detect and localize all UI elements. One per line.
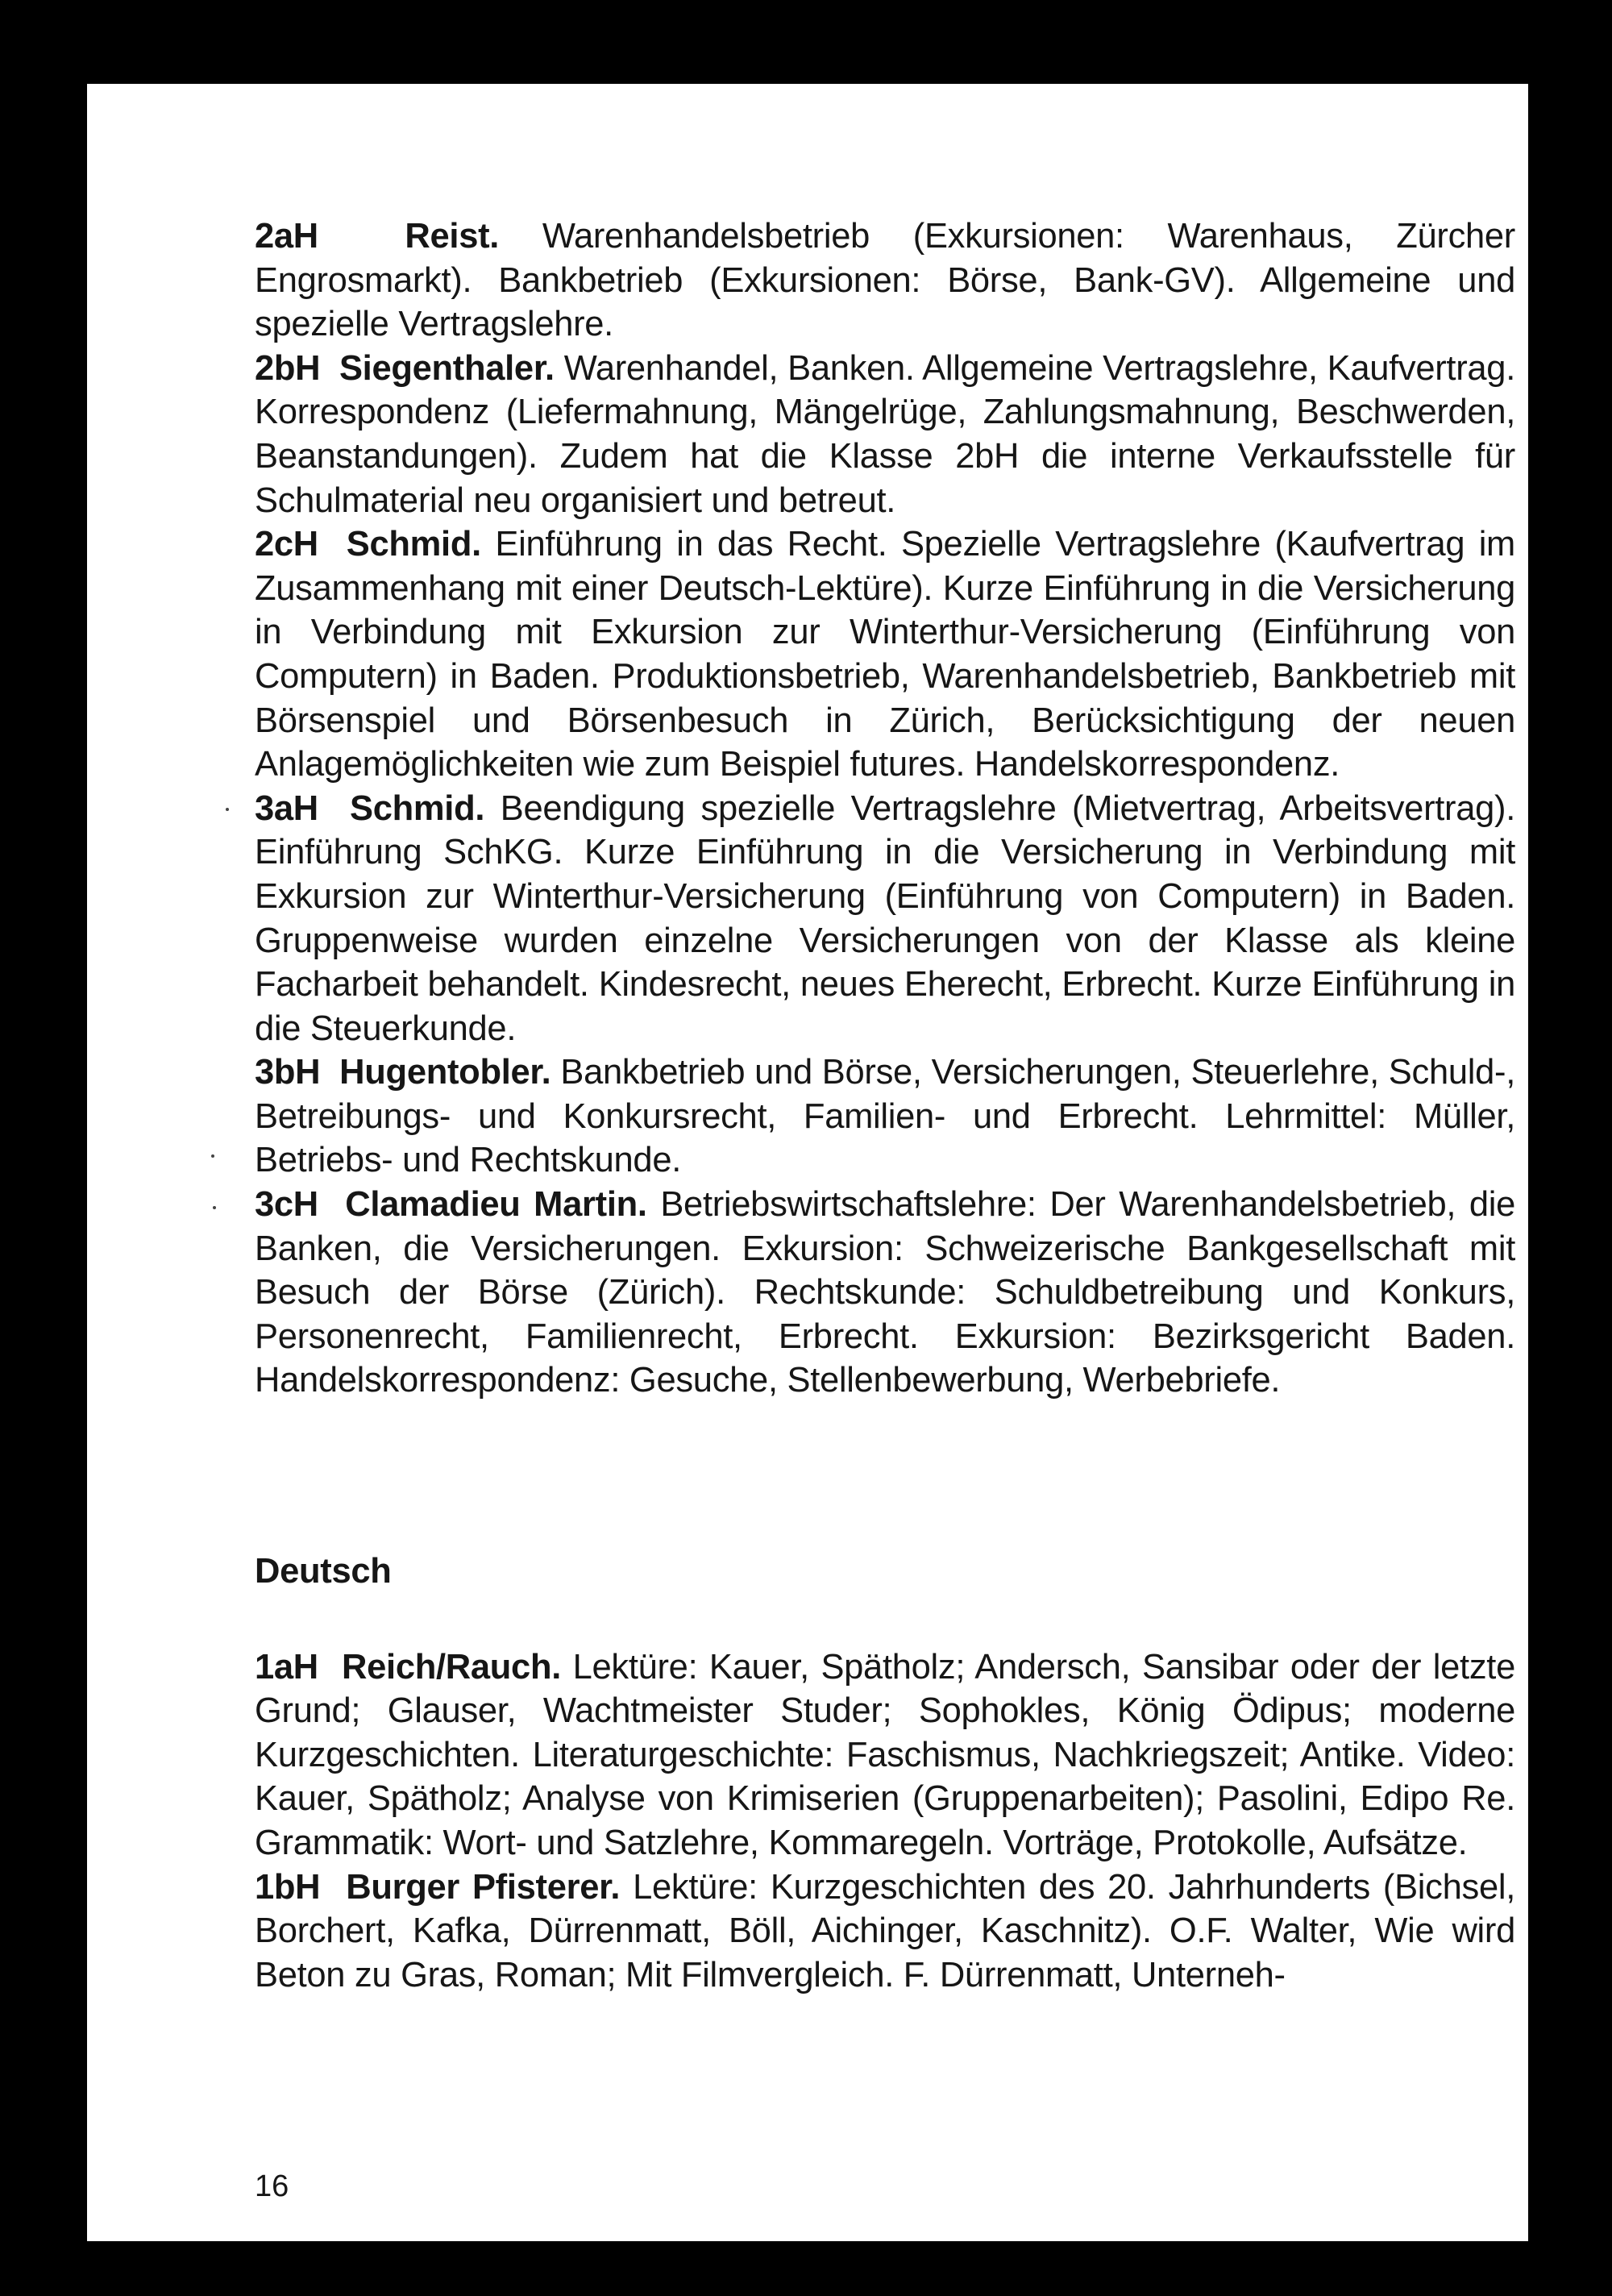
teacher-name: Schmid. xyxy=(346,525,481,564)
class-code: 2aH xyxy=(255,217,318,256)
class-entry-3bH xyxy=(255,1050,1515,1183)
class-entry-3aH xyxy=(255,787,1515,1051)
document-page xyxy=(87,84,1528,2241)
class-entry-1aH xyxy=(255,1645,1515,1866)
entry-text: Warenhandel, Banken. Allgemeine Vertragslehre, Kaufvertrag. Korrespondenz (Liefermahnung, Mängelrüge, Zahlungsmahnung, Beschwerden, Beanstandungen). Zudem hat die Klasse 2bH die interne Verkaufsstelle für Schulmaterial neu organisiert und betreut. xyxy=(255,348,1515,520)
teacher-name: Siegenthaler. xyxy=(339,348,555,388)
scan-speck xyxy=(226,808,229,811)
class-code: 1aH xyxy=(255,1647,318,1687)
page-number: 16 xyxy=(255,2169,289,2203)
class-entry-2cH xyxy=(255,522,1515,787)
section-deutsch xyxy=(255,1549,1515,1997)
entry-text: Warenhandelsbetrieb (Exkursionen: Warenhaus, Zürcher Engrosmarkt). Bankbetrieb (Exkursionen: Börse, Bank-GV). Allgemeine und spezielle Vertragslehre. xyxy=(255,217,1515,344)
teacher-name: Clamadieu Martin. xyxy=(345,1185,647,1225)
class-entry-2bH xyxy=(255,347,1515,522)
entry-text: Lektüre: Kurzgeschichten des 20. Jahrhunderts (Bichsel, Borchert, Kafka, Dürrenmatt, Böll, Aichinger, Kaschnitz). O.F. Walter, Wie wird Beton zu Gras, Roman; Mit Filmvergleich. F. Dürrenmatt, Unterneh- xyxy=(255,1867,1515,1994)
entry-text: Beendigung spezielle Vertragslehre (Mietvertrag, Arbeitsvertrag). Einführung SchKG. Kurze Einführung in die Versicherung in Verbindung mit Exkursion zur Winterthur-Versicherung (Einführung von Computern) in Baden. Gruppenweise wurden einzelne Versicherungen von der Klasse als kleine Facharbeit behandelt. Kindesrecht, neues Eherecht, Erbrecht. Kurze Einführung in die Steuerkunde. xyxy=(255,788,1515,1048)
section-body xyxy=(255,1645,1515,1998)
entry-text: Lektüre: Kauer, Spätholz; Andersch, Sansibar oder der letzte Grund; Glauser, Wachtmeister Studer; Sophokles, König Ödipus; moderne Kurzgeschichten. Literaturgeschichte: Faschismus, Nachkriegszeit; Antike. Video: Kauer, Spätholz; Analyse von Krimiserien (Gruppenarbeiten); Pasolini, Edipo Re. Grammatik: Wort- und Satzlehre, Kommaregeln. Vorträge, Protokolle, Aufsätze. xyxy=(255,1647,1515,1862)
class-code: 2cH xyxy=(255,525,318,564)
teacher-name: Reist. xyxy=(405,217,500,256)
teacher-name: Hugentobler. xyxy=(339,1053,551,1092)
class-code: 3bH xyxy=(255,1053,321,1092)
class-entry-2aH xyxy=(255,214,1515,347)
class-code: 2bH xyxy=(255,348,321,388)
teacher-name: Schmid. xyxy=(350,788,485,828)
class-code: 3aH xyxy=(255,788,318,828)
page-content xyxy=(255,214,1515,1997)
section-business xyxy=(255,214,1515,1403)
class-entry-1bH xyxy=(255,1866,1515,1998)
class-code: 1bH xyxy=(255,1867,321,1907)
teacher-name: Reich/Rauch. xyxy=(342,1647,562,1687)
teacher-name: Burger Pfisterer. xyxy=(346,1867,621,1907)
entry-text: Bankbetrieb und Börse, Versicherungen, Steuerlehre, Schuld-, Betreibungs- und Konkursrecht, Familien- und Erbrecht. Lehrmittel: Müller, Betriebs- und Rechtskunde. xyxy=(255,1053,1515,1180)
scan-speck xyxy=(213,1206,216,1209)
section-heading: Deutsch xyxy=(255,1552,392,1591)
entry-text: Betriebswirtschaftslehre: Der Warenhandelsbetrieb, die Banken, die Versicherungen. Exkursion: Schweizerische Bankgesellschaft mit Besuch der Börse (Zürich). Rechtskunde: Schuldbetreibung und Konkurs, Personenrecht, Familienrecht, Erbrecht. Exkursion: Bezirksgericht Baden. Handelskorrespondenz: Gesuche, Stellenbewerbung, Werbebriefe. xyxy=(255,1185,1515,1400)
class-code: 3cH xyxy=(255,1185,318,1225)
entry-text: Einführung in das Recht. Spezielle Vertragslehre (Kaufvertrag im Zusammenhang mit einer Deutsch-Lektüre). Kurze Einführung in die Versicherung in Verbindung mit Exkursion zur Winterthur-Versicherung (Einführung von Computern) in Baden. Produktionsbetrieb, Warenhandelsbetrieb, Bankbetrieb mit Börsenspiel und Börsenbesuch in Zürich, Berücksichtigung der neuen Anlagemöglichkeiten wie zum Beispiel futures. Handelskorrespondenz. xyxy=(255,525,1515,784)
class-entry-3cH xyxy=(255,1183,1515,1403)
scan-speck xyxy=(211,1154,214,1158)
